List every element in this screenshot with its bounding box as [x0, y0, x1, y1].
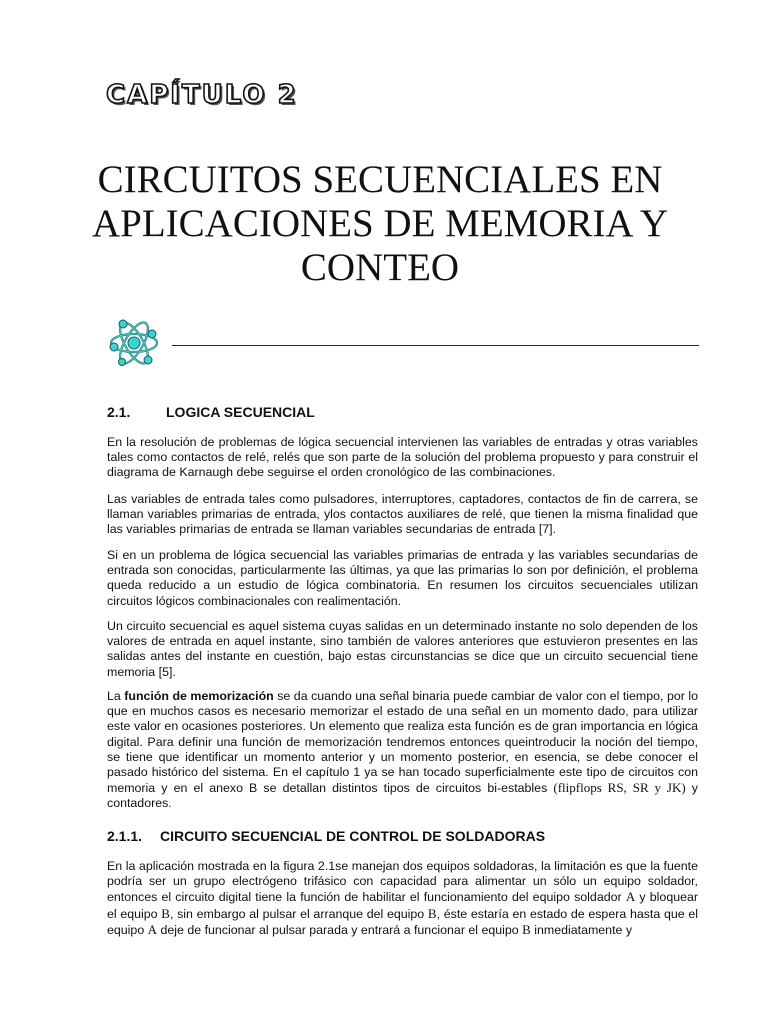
text-run-serif: (flipflops RS, SR y JK) [553, 780, 686, 796]
paragraph-memorization [107, 689, 698, 812]
title-line: APLICACIONES DE MEMORIA Y [92, 202, 668, 245]
text-run: y bloquear el equipo [107, 890, 699, 921]
section-number: 2.1.1. [107, 828, 143, 844]
text-run: La [107, 689, 125, 703]
equipment-label: A [625, 889, 636, 905]
title-line: CIRCUITOS SECUENCIALES EN [97, 158, 663, 201]
equipment-label: A [147, 921, 158, 937]
text-run: y contadores. [107, 781, 698, 811]
equipment-label: B [161, 905, 170, 921]
chapter-title [60, 158, 700, 290]
section-title: CIRCUITO SECUENCIAL DE CONTROL DE SOLDADORAS [160, 828, 546, 844]
text-run: inmediatamente y [530, 922, 633, 937]
bold-term: función de memorización [124, 689, 274, 703]
text-run: , sin embargo al pulsar el arranque del equipo [169, 906, 428, 921]
text-run: deje de funcionar al pulsar parada y entrará a funcionar el equipo [157, 922, 523, 937]
paragraph: Un circuito secuencial es aquel sistema cuyas salidas en un determinado instante no solo dependen de los valores de entrada en aquel instante, sino también de valores anteriores que estuvieron presentes en las salidas antes del instante en cuestión, bajo estas circunstancias se dice que un circuito secuencial tiene memoria [5]. [107, 619, 698, 679]
title-divider [172, 345, 699, 346]
text-run: En la aplicación mostrada en la figura 2.1se manejan dos equipos soldadoras, la limitación es que la fuente podría ser un grupo electrógeno trifásico con capacidad para alimentar un sólo un equipo soldador, entonces el circuito digital tiene la función de habilitar el funcionamiento del equipo soldador [107, 859, 698, 905]
paragraph: Si en un problema de lógica secuencial las variables primarias de entrada y las variables secundarias de entrada son conocidas, particularmente las últimas, ya que las primarias lo son por definición, el problema queda reducido a un estudio de lógica combinatoria. En resumen los circuitos secuenciales utilizan circuitos lógicos combinacionales con realimentación. [107, 548, 698, 608]
text-run: , éste estaría en estado de espera hasta que el equipo [107, 906, 698, 937]
title-line: CONTEO [300, 246, 460, 289]
section-heading-2-1 [107, 404, 315, 420]
paragraph: Las variables de entrada tales como pulsadores, interruptores, captadores, contactos de fin de carrera, se llaman variables primarias de entrada, ylos contactos auxiliares de relé, que tienen la misma finalidad que las variables primarias de entrada se llaman variables secundarias de entrada [7]. [107, 492, 698, 537]
chapter-label: CAPÍTULO 2 [106, 80, 298, 110]
equipment-label: B [427, 905, 437, 921]
section-number: 2.1. [107, 404, 131, 420]
section-heading-2-1-1 [107, 828, 545, 844]
paragraph: En la resolución de problemas de lógica secuencial intervienen las variables de entradas y otras variables tales como contactos de relé, relés que son parte de la solución del problema propuesto y para construir el diagrama de Karnaugh debe seguirse el orden cronológico de las combinaciones. [107, 435, 698, 480]
section-title: LOGICA SECUENCIAL [166, 404, 315, 420]
equipment-label: B [522, 921, 531, 937]
text-run: se da cuando una señal binaria puede cambiar de valor con el tiempo, por lo que en muchos casos es necesario memorizar el estado de una señal en un momento dado, para utilizar este valor en ocasiones posteriores. Un elemento que realiza esta función es de gran importancia en lógica digital. Para definir una función de memorización tendremos entonces queintroducir la noción del tiempo, se tiene que identificar un momento anterior y un momento posterior, en esencia, se debe conocer el pasado histórico del sistema. En el capítulo 1 ya se han tocado superficialmente este tipo de circuitos con memoria y en el anexo B se detallan distintos tipos de circuitos bi-estables [107, 689, 698, 796]
paragraph-welders [107, 859, 698, 938]
atom-icon [108, 314, 160, 372]
